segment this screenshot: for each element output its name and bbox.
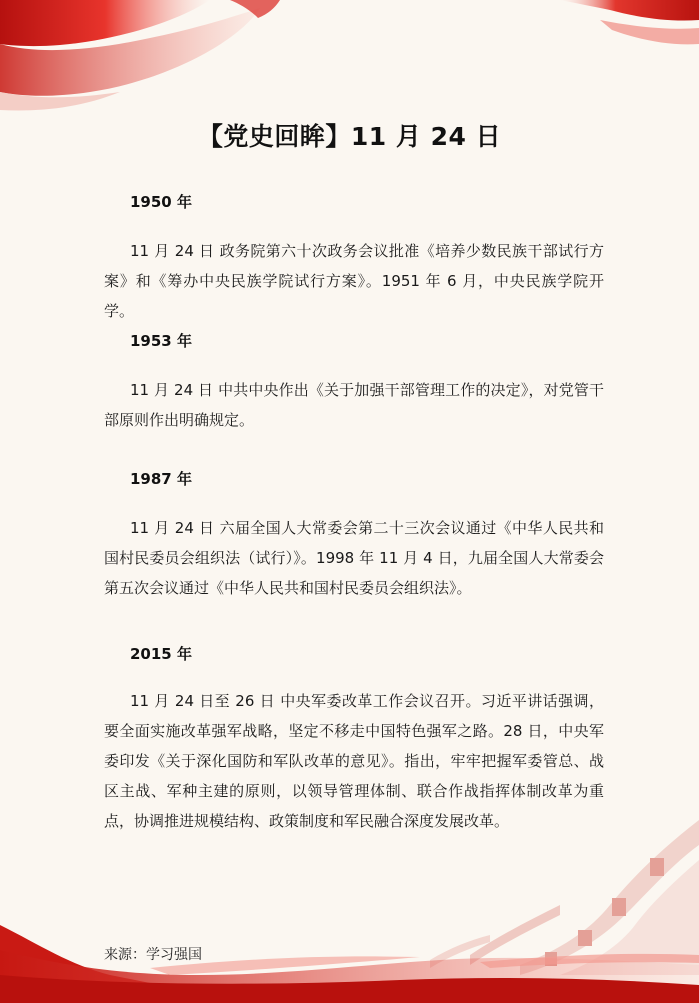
year-heading-1950: 1950 年 — [130, 193, 192, 211]
paragraph-2015: 11 月 24 日至 26 日 中央军委改革工作会议召开。习近平讲话强调，要全面实施改革强军战略，坚定不移走中国特色强军之路。28 日，中央军委印发《关于深化国防和军队改革的意见》。指出，牢牢把握军委管总、战区主战、军种主建的原则，以领导管理体制、联合作战指挥体制改革为重点，协调推进规模结构、政策制度和军民融合深度发展改革。 — [104, 692, 604, 830]
year-heading-2015: 2015 年 — [130, 645, 192, 663]
paragraph-1987: 11 月 24 日 六届全国人大常委会第二十三次会议通过《中华人民共和国村民委员会组织法（试行）》。1998 年 11 月 4 日，九届全国人大常委会第五次会议通过《中华人民共和国村民委员会组织法》。 — [104, 519, 604, 597]
top-ribbon-decoration — [0, 0, 280, 110]
top-right-ribbon-decoration — [560, 0, 699, 44]
year-heading-1987: 1987 年 — [130, 470, 192, 488]
paragraph-1950: 11 月 24 日 政务院第六十次政务会议批准《培养少数民族干部试行方案》和《筹办中央民族学院试行方案》。1951 年 6 月，中央民族学院开学。 — [104, 242, 604, 320]
page-title: 【党史回眸】11 月 24 日 — [197, 122, 502, 151]
source-credit: 来源：学习强国 — [104, 947, 202, 963]
year-heading-1953: 1953 年 — [130, 332, 192, 350]
great-wall-illustration — [430, 820, 699, 975]
paragraph-1953: 11 月 24 日 中共中央作出《关于加强干部管理工作的决定》，对党管干部原则作出明确规定。 — [104, 381, 604, 429]
